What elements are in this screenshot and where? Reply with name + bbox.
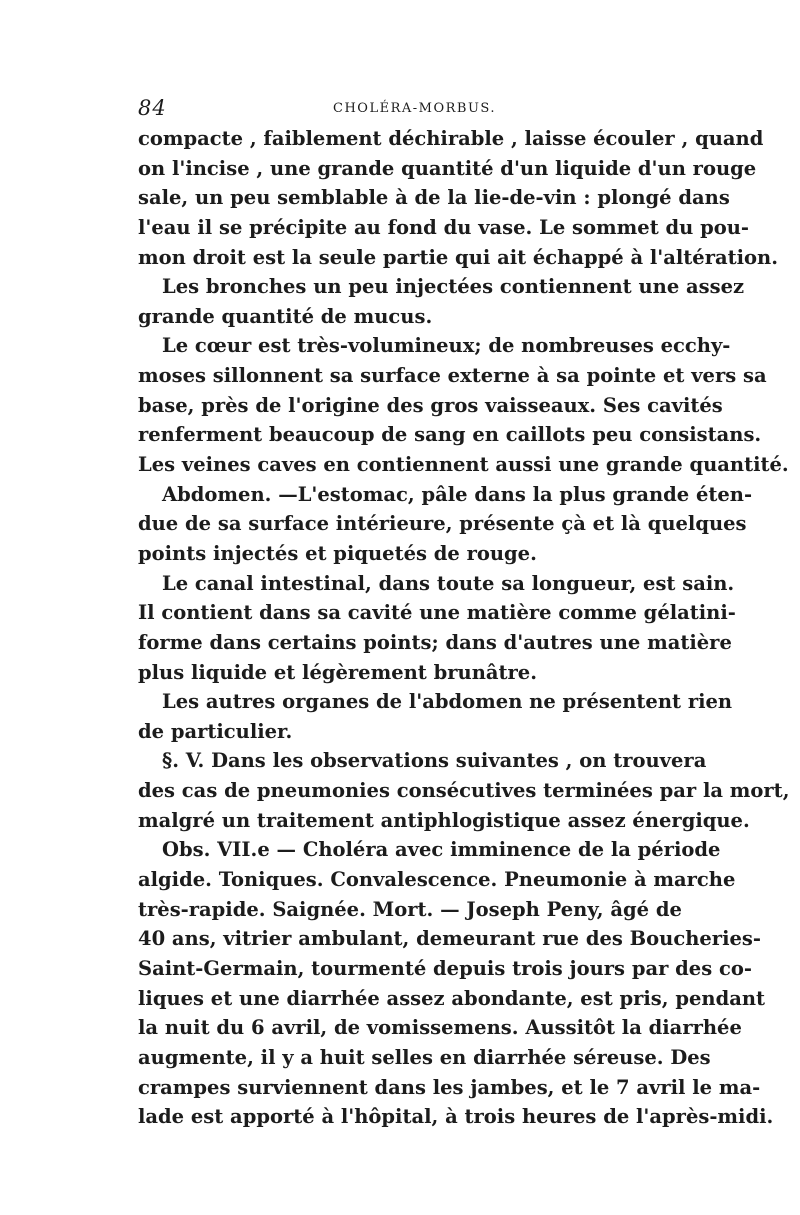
text-line: Il contient dans sa cavité une matière comme gélatini- (138, 601, 736, 625)
text-line: Les autres organes de l'abdomen ne présentent rien (162, 690, 733, 714)
text-line: très-rapide. Saignée. Mort. — Joseph Peny, âgé de (138, 897, 682, 921)
text-line: de particulier. (138, 719, 293, 743)
text-line: renferment beaucoup de sang en caillots peu consistans. (138, 423, 762, 447)
text-line: points injectés et piquetés de rouge. (138, 541, 537, 565)
text-line: la nuit du 6 avril, de vomissemens. Aussitôt la diarrhée (138, 1016, 742, 1040)
text-line: plus liquide et légèrement brunâtre. (138, 660, 537, 684)
text-line: compacte , faiblement déchirable , laisse écouler , quand (138, 127, 764, 150)
text-line: §. V. Dans les observations suivantes , on trouvera (162, 749, 707, 773)
text-line: augmente, il y a huit selles en diarrhée séreuse. Des (138, 1045, 711, 1069)
text-line: grande quantité de mucus. (138, 304, 433, 328)
text-line: l'eau il se précipite au fond du vase. Le sommet du pou- (138, 215, 750, 239)
page-header (138, 96, 658, 126)
text-line: moses sillonnent sa surface externe à sa pointe et vers sa (138, 364, 767, 388)
text-line: lade est apporté à l'hôpital, à trois heures de l'après-midi. (138, 1105, 774, 1129)
text-line: Obs. VII.e — Choléra avec imminence de la période (162, 838, 721, 862)
running-head: CHOLÉRA-MORBUS. (333, 101, 496, 116)
text-line: on l'incise , une grande quantité d'un liquide d'un rouge (138, 156, 757, 180)
text-line: Le cœur est très-volumineux; de nombreuses ecchy- (162, 334, 731, 358)
text-line: due de sa surface intérieure, présente çà et là quelques (138, 512, 747, 536)
text-line: Saint-Germain, tourmenté depuis trois jours par des co- (138, 956, 752, 980)
text-line: mon droit est la seule partie qui ait échappé à l'altération. (138, 245, 779, 269)
text-line: base, près de l'origine des gros vaisseaux. Ses cavités (138, 393, 723, 417)
text-line: Le canal intestinal, dans toute sa longueur, est sain. (162, 571, 735, 595)
text-line: 40 ans, vitrier ambulant, demeurant rue des Boucheries- (138, 927, 761, 951)
text-line: Les veines caves en contiennent aussi une grande quantité. (138, 453, 789, 477)
text-line: malgré un traitement antiphlogistique assez énergique. (138, 808, 750, 832)
text-line: Abdomen. —L'estomac, pâle dans la plus grande éten- (162, 482, 753, 506)
text-line: sale, un peu semblable à de la lie-de-vin : plongé dans (138, 186, 730, 210)
text-line: liques et une diarrhée assez abondante, est pris, pendant (138, 986, 766, 1010)
text-line: forme dans certains points; dans d'autres une matière (138, 630, 732, 654)
body-text (138, 124, 790, 1132)
text-line: des cas de pneumonies consécutives terminées par la mort, (138, 779, 790, 803)
page-number: 84 (138, 96, 167, 120)
text-line: Les bronches un peu injectées contiennent une assez (162, 275, 745, 299)
text-line: algide. Toniques. Convalescence. Pneumonie à marche (138, 868, 736, 892)
text-line: crampes surviennent dans les jambes, et le 7 avril le ma- (138, 1075, 761, 1099)
